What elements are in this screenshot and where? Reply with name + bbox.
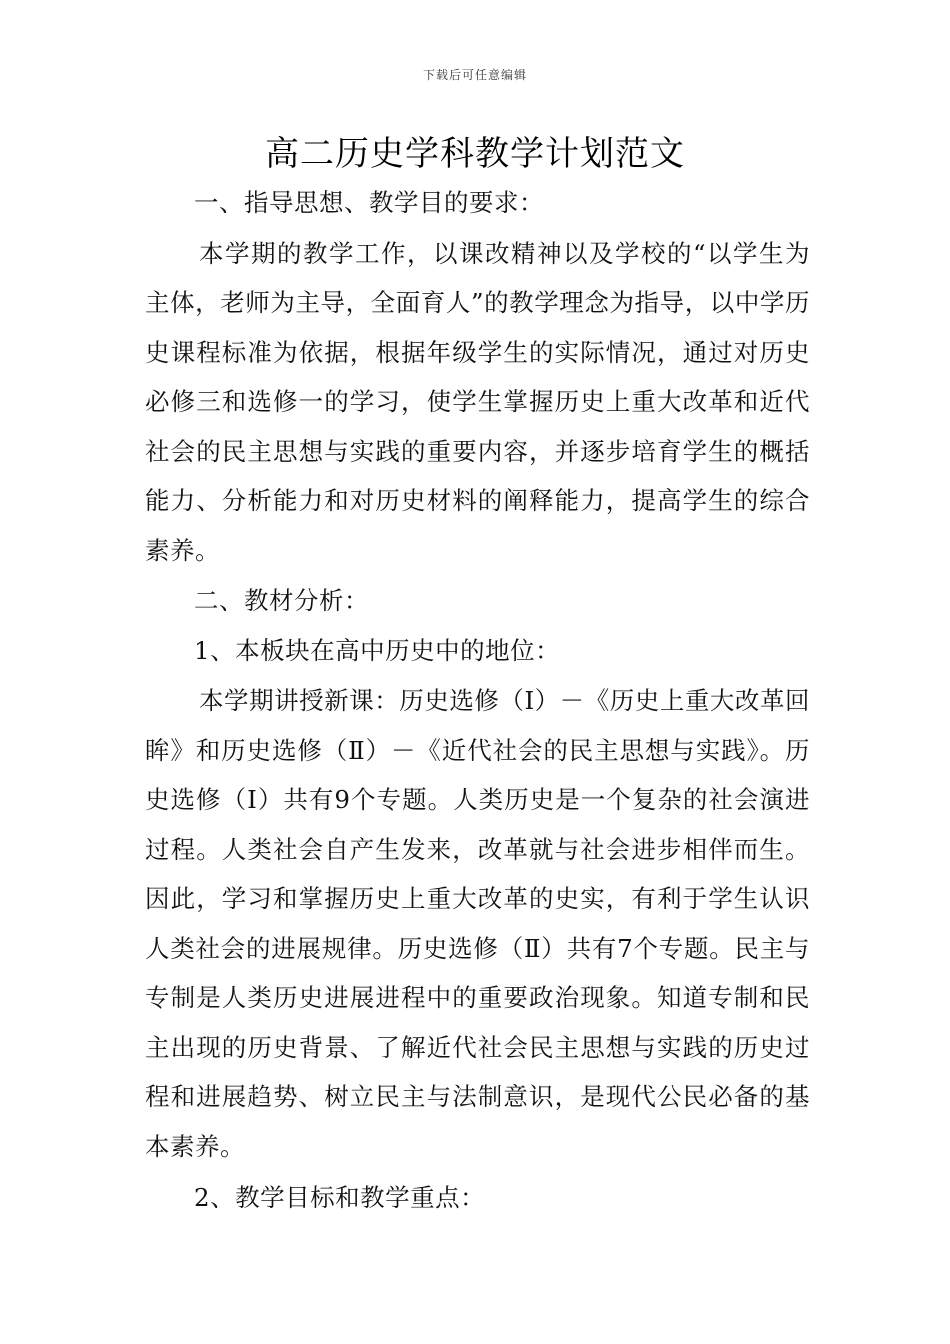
header-note: 下载后可任意编辑 bbox=[422, 68, 527, 82]
section-1-heading: 一、指导思想、教学目的要求： bbox=[194, 188, 544, 217]
section-1-paragraph: 本学期的教学工作，以课改精神以及学校的“以学生为主体，老师为主导，全面育人”的教学理念为指导，以中学历史课程标准为依据，根据年级学生的实际情况，通过对历史必修三和选修一的学习，使学生掌握历史上重大改革和近代社会的民主思想与实践的重要内容，并逐步培育学生的概括能力、分析能力和对历史材料的阐释能力，提高学生的综合素养。 bbox=[145, 238, 810, 565]
section-2-paragraph: 本学期讲授新课：历史选修（Ⅰ）－《历史上重大改革回眸》和历史选修（Ⅱ）－《近代社会的民主思想与实践》。历史选修（Ⅰ）共有9个专题。人类历史是一个复杂的社会演进过程。人类社会自产生发来，改革就与社会进步相伴而生。因此，学习和掌握历史上重大改革的史实，有利于学生认识人类社会的进展规律。历史选修（Ⅱ）共有7个专题。民主与专制是人类历史进展进程中的重要政治现象。知道专制和民主出现的历史背景、了解近代社会民主思想与实践的历史过程和进展趋势、树立民主与法制意识，是现代公民必备的基本素养。 bbox=[145, 686, 810, 1161]
document-body bbox=[145, 178, 810, 1223]
section-2-subheading-1: 1、本板块在高中历史中的地位： bbox=[194, 635, 561, 665]
document-title: 高二历史学科教学计划范文 bbox=[265, 134, 685, 174]
section-2-subheading-2: 2、教学目标和教学重点： bbox=[194, 1183, 486, 1212]
section-2-heading: 二、教材分析： bbox=[194, 586, 369, 615]
